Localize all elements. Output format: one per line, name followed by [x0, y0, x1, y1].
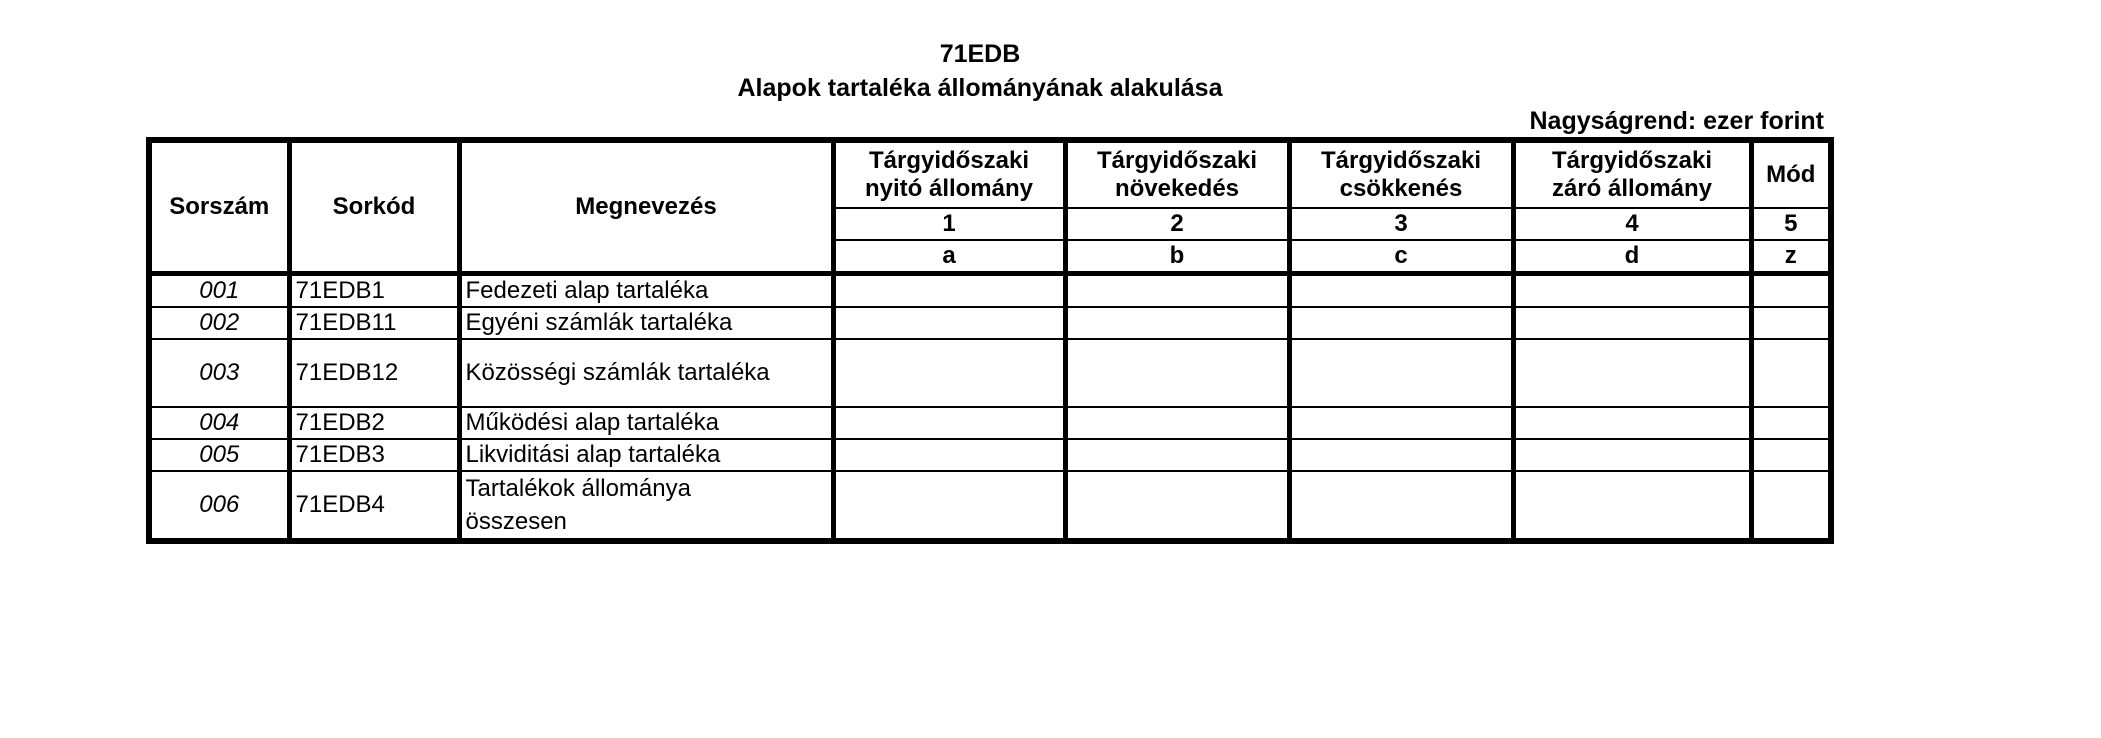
header-mod: Mód	[1751, 140, 1831, 208]
row-cell-z[interactable]	[1751, 439, 1831, 471]
table-row	[149, 471, 1831, 541]
header-col-2-number: 2	[1065, 208, 1289, 240]
row-cell-b[interactable]	[1065, 471, 1289, 541]
row-sorszam: 001	[149, 274, 289, 308]
row-cell-c[interactable]	[1289, 274, 1513, 308]
row-cell-c[interactable]	[1289, 439, 1513, 471]
row-megnevezes: Egyéni számlák tartaléka	[459, 307, 833, 339]
header-col-1-letter: a	[833, 240, 1065, 274]
row-cell-z[interactable]	[1751, 471, 1831, 541]
row-sorkod: 71EDB11	[289, 307, 459, 339]
header-sorkod: Sorkód	[289, 140, 459, 274]
header-megnevezes: Megnevezés	[459, 140, 833, 274]
unit-label: Nagyságrend: ezer forint	[1529, 107, 1824, 135]
row-sorszam: 004	[149, 407, 289, 439]
row-sorszam: 005	[149, 439, 289, 471]
row-cell-b[interactable]	[1065, 407, 1289, 439]
row-cell-d[interactable]	[1513, 307, 1751, 339]
row-cell-b[interactable]	[1065, 274, 1289, 308]
row-cell-a[interactable]	[833, 274, 1065, 308]
row-sorkod: 71EDB1	[289, 274, 459, 308]
header-sorszam: Sorszám	[149, 140, 289, 274]
row-cell-a[interactable]	[833, 307, 1065, 339]
row-cell-c[interactable]	[1289, 471, 1513, 541]
row-cell-b[interactable]	[1065, 339, 1289, 407]
row-cell-a[interactable]	[833, 339, 1065, 407]
row-sorszam: 003	[149, 339, 289, 407]
header-col-3-number: 3	[1289, 208, 1513, 240]
row-cell-a[interactable]	[833, 439, 1065, 471]
row-cell-z[interactable]	[1751, 274, 1831, 308]
row-sorszam: 006	[149, 471, 289, 541]
row-cell-b[interactable]	[1065, 307, 1289, 339]
row-sorkod: 71EDB3	[289, 439, 459, 471]
row-cell-a[interactable]	[833, 407, 1065, 439]
header-col-1: Tárgyidőszaki nyitó állomány	[833, 140, 1065, 208]
row-cell-z[interactable]	[1751, 339, 1831, 407]
row-cell-c[interactable]	[1289, 339, 1513, 407]
row-cell-c[interactable]	[1289, 307, 1513, 339]
header-col-3-letter: c	[1289, 240, 1513, 274]
row-sorszam: 002	[149, 307, 289, 339]
row-cell-d[interactable]	[1513, 439, 1751, 471]
row-cell-d[interactable]	[1513, 471, 1751, 541]
header-mod-letter: z	[1751, 240, 1831, 274]
row-cell-d[interactable]	[1513, 339, 1751, 407]
row-megnevezes: Közösségi számlák tartaléka	[459, 339, 833, 407]
header-col-4-letter: d	[1513, 240, 1751, 274]
row-cell-d[interactable]	[1513, 274, 1751, 308]
header-col-1-number: 1	[833, 208, 1065, 240]
header-col-2-letter: b	[1065, 240, 1289, 274]
header-col-3: Tárgyidőszaki csökkenés	[1289, 140, 1513, 208]
table-row	[149, 407, 1831, 439]
row-cell-z[interactable]	[1751, 407, 1831, 439]
header-col-2: Tárgyidőszaki növekedés	[1065, 140, 1289, 208]
form-title: Alapok tartaléka állományának alakulása	[737, 74, 1223, 102]
table-row	[149, 339, 1831, 407]
data-table	[146, 137, 1834, 544]
row-cell-b[interactable]	[1065, 439, 1289, 471]
row-megnevezes: Likviditási alap tartaléka	[459, 439, 833, 471]
header-col-4: Tárgyidőszaki záró állomány	[1513, 140, 1751, 208]
row-megnevezes: Fedezeti alap tartaléka	[459, 274, 833, 308]
row-cell-d[interactable]	[1513, 407, 1751, 439]
row-megnevezes: Tartalékok állománya összesen	[459, 471, 833, 541]
row-sorkod: 71EDB2	[289, 407, 459, 439]
header-mod-number: 5	[1751, 208, 1831, 240]
form-code: 71EDB	[939, 40, 1021, 68]
table-row	[149, 274, 1831, 308]
row-megnevezes: Működési alap tartaléka	[459, 407, 833, 439]
row-cell-c[interactable]	[1289, 407, 1513, 439]
row-cell-z[interactable]	[1751, 307, 1831, 339]
table-row	[149, 307, 1831, 339]
row-cell-a[interactable]	[833, 471, 1065, 541]
row-sorkod: 71EDB4	[289, 471, 459, 541]
header-col-4-number: 4	[1513, 208, 1751, 240]
table-row	[149, 439, 1831, 471]
row-sorkod: 71EDB12	[289, 339, 459, 407]
